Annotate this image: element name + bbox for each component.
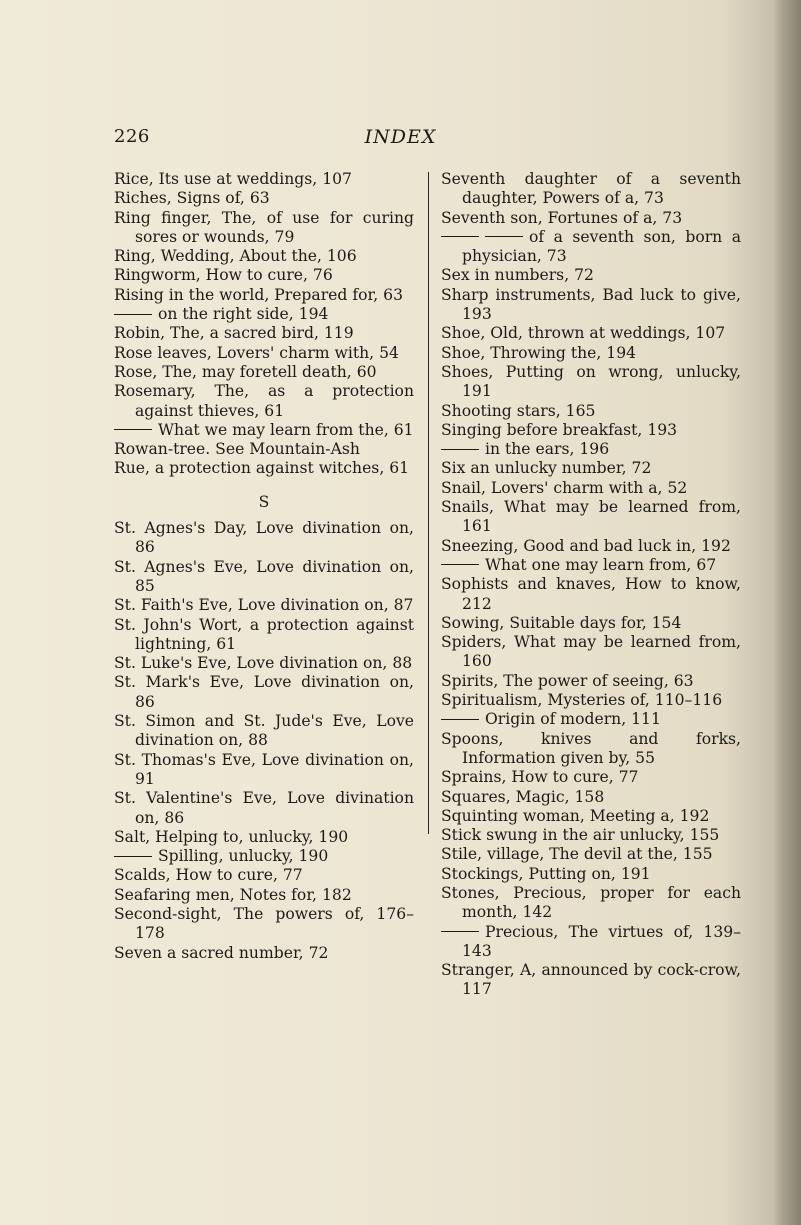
entry-text: Sneezing, Good and bad luck in, 192 [441,536,731,555]
index-entry [441,556,741,575]
index-entry [441,633,741,672]
entry-text: Shooting stars, 165 [441,401,596,420]
entry-text: St. Luke's Eve, Love divination on, 88 [114,654,413,673]
entry-text: Spilling, unlucky, 190 [158,847,329,866]
entry-text: Squinting woman, Meeting a, 192 [441,806,710,825]
index-entry [441,961,741,1000]
entry-text: Seventh son, Fortunes of a, 73 [441,208,683,227]
index-entry [114,751,414,790]
entry-text: St. John's Wort, a protection against lightning, 61 [114,615,414,653]
index-entry [441,170,741,209]
entry-text: Six an unlucky number, 72 [441,459,652,478]
entry-text: Stones, Precious, proper for each month, 142 [441,883,741,922]
entry-text: Seventh daughter of a seventh daughter, Powers of a, 73 [441,170,741,208]
entry-text: Shoe, Old, thrown at weddings, 107 [441,324,726,343]
index-entry [441,672,741,691]
entry-text: of a seventh son, born a physician, 73 [462,227,741,266]
index-entry [441,845,741,864]
index-entry [114,189,414,208]
ditto-dash [441,931,479,932]
index-entry [114,209,414,248]
entry-text: St. Agnes's Day, Love divination on, 86 [114,519,414,557]
index-entry [114,712,414,751]
entry-text: What we may learn from the, 61 [158,420,414,439]
entry-text: Rose, The, may foretell death, 60 [114,362,377,381]
ditto-dash [114,429,152,430]
index-entry [441,479,741,498]
entry-text: Stranger, A, announced by cock-crow, 117 [441,961,741,999]
index-entry [114,886,414,905]
entry-text: Ring finger, The, of use for curing sores or wounds, 79 [114,208,414,246]
entry-text: Salt, Helping to, unlucky, 190 [114,827,349,846]
index-entry [114,459,414,478]
index-entry [114,673,414,712]
entry-text: Robin, The, a sacred bird, 119 [114,324,354,343]
ditto-dash [485,236,523,237]
index-entry [441,363,741,402]
running-head: INDEX [364,126,437,148]
entry-text: St. Mark's Eve, Love divination on, 86 [114,673,414,711]
entry-text: Origin of modern, 111 [485,710,661,729]
ditto-dash [114,314,152,315]
entry-text: Shoe, Throwing the, 194 [441,343,637,362]
index-entry [114,344,414,363]
index-entry [114,421,414,440]
index-entry [441,691,741,710]
ditto-dash [114,856,152,857]
index-entry [114,905,414,944]
column-divider [428,172,429,834]
entry-text: Sex in numbers, 72 [441,266,594,285]
index-entry [114,847,414,866]
entry-text: Seven a sacred number, 72 [114,943,329,962]
ditto-dash [441,564,479,565]
index-entry [114,596,414,615]
entry-text: Rice, Its use at weddings, 107 [114,170,352,188]
index-entry [441,402,741,421]
index-entry [114,363,414,382]
index-entry [114,440,414,459]
entry-text: Riches, Signs of, 63 [114,189,270,208]
index-entry [114,266,414,285]
entry-text: Stockings, Putting on, 191 [441,864,651,883]
entry-text: Rowan-tree. See Mountain-Ash [114,440,360,459]
entry-text: St. Agnes's Eve, Love divination on, 85 [114,557,414,595]
index-column-left [114,170,414,963]
entry-text: Snail, Lovers' charm with a, 52 [441,478,688,497]
index-entry [114,305,414,324]
entry-text: Sprains, How to cure, 77 [441,768,639,787]
entry-text: Stile, village, The devil at the, 155 [441,845,713,864]
index-entry [114,789,414,828]
entry-text: Rose leaves, Lovers' charm with, 54 [114,343,399,362]
index-entry [441,710,741,729]
ditto-dash [441,719,479,720]
index-column-right [441,170,741,1000]
index-entry [441,923,741,962]
index-entry [441,324,741,343]
index-entry [441,440,741,459]
entry-text: Rosemary, The, as a protection against thieves, 61 [114,382,414,420]
index-entry [441,209,741,228]
index-entry [441,266,741,285]
index-entry [114,519,414,558]
index-entry [441,884,741,923]
index-entry [441,826,741,845]
entry-text: on the right side, 194 [158,305,329,324]
entry-text: St. Thomas's Eve, Love divination on, 91 [114,750,414,788]
index-entry [114,828,414,847]
index-entry [114,170,414,189]
entry-text: Spoons, knives and forks, Information given by, 55 [441,729,741,767]
page-header [0,126,801,156]
entry-text: Sophists and knaves, How to know, 212 [441,575,741,613]
index-entry [114,616,414,655]
entry-text: Spiders, What may be learned from, 160 [441,633,741,671]
page-edge-shadow [773,0,801,1225]
index-entry [114,944,414,963]
entry-text: Scalds, How to cure, 77 [114,866,303,885]
entry-text: Snails, What may be learned from, 161 [441,498,741,536]
index-entry [441,286,741,325]
index-entry [114,654,414,673]
entry-text: Sharp instruments, Bad luck to give, 193 [441,285,741,324]
entry-text: Shoes, Putting on wrong, unlucky, 191 [441,362,741,401]
entry-text: St. Simon and St. Jude's Eve, Love divination on, 88 [114,712,414,750]
entry-text: Sowing, Suitable days for, 154 [441,613,682,632]
index-entry [441,788,741,807]
index-entry [114,286,414,305]
entry-text: Seafaring men, Notes for, 182 [114,885,352,904]
index-entry [114,324,414,343]
entry-text: Squares, Magic, 158 [441,787,605,806]
entry-text: St. Valentine's Eve, Love divination on, 86 [114,789,414,827]
section-letter: S [258,492,270,511]
entry-text: Precious, The virtues of, 139–143 [462,922,741,960]
index-entry [114,866,414,885]
index-entry [114,247,414,266]
index-entry [441,865,741,884]
index-entry [441,537,741,556]
index-entry [441,807,741,826]
entry-text: in the ears, 196 [485,440,610,459]
index-entry [441,614,741,633]
ditto-dash [441,236,479,237]
entry-text: Spirits, The power of seeing, 63 [441,671,694,690]
index-entry [441,228,741,267]
entry-text: Stick swung in the air unlucky, 155 [441,826,720,845]
entry-text: Singing before breakfast, 193 [441,420,678,439]
index-entry [441,498,741,537]
entry-text: St. Faith's Eve, Love divination on, 87 [114,596,414,615]
page-number: 226 [114,126,150,147]
index-entry [114,382,414,421]
entry-text: Spiritualism, Mysteries of, 110–116 [441,691,723,710]
index-entry [441,421,741,440]
index-entry [441,730,741,769]
index-entry [441,768,741,787]
ditto-dash [441,449,479,450]
entry-text: Second-sight, The powers of, 176–178 [114,904,414,943]
index-entry [114,558,414,597]
index-entry [441,575,741,614]
index-entry [441,459,741,478]
index-entry [441,344,741,363]
entry-text: What one may learn from, 67 [485,555,717,574]
entry-text: Rising in the world, Prepared for, 63 [114,285,403,304]
entry-text: Rue, a protection against witches, 61 [114,459,410,478]
entry-text: Ring, Wedding, About the, 106 [114,247,357,266]
entry-text: Ringworm, How to cure, 76 [114,266,333,285]
